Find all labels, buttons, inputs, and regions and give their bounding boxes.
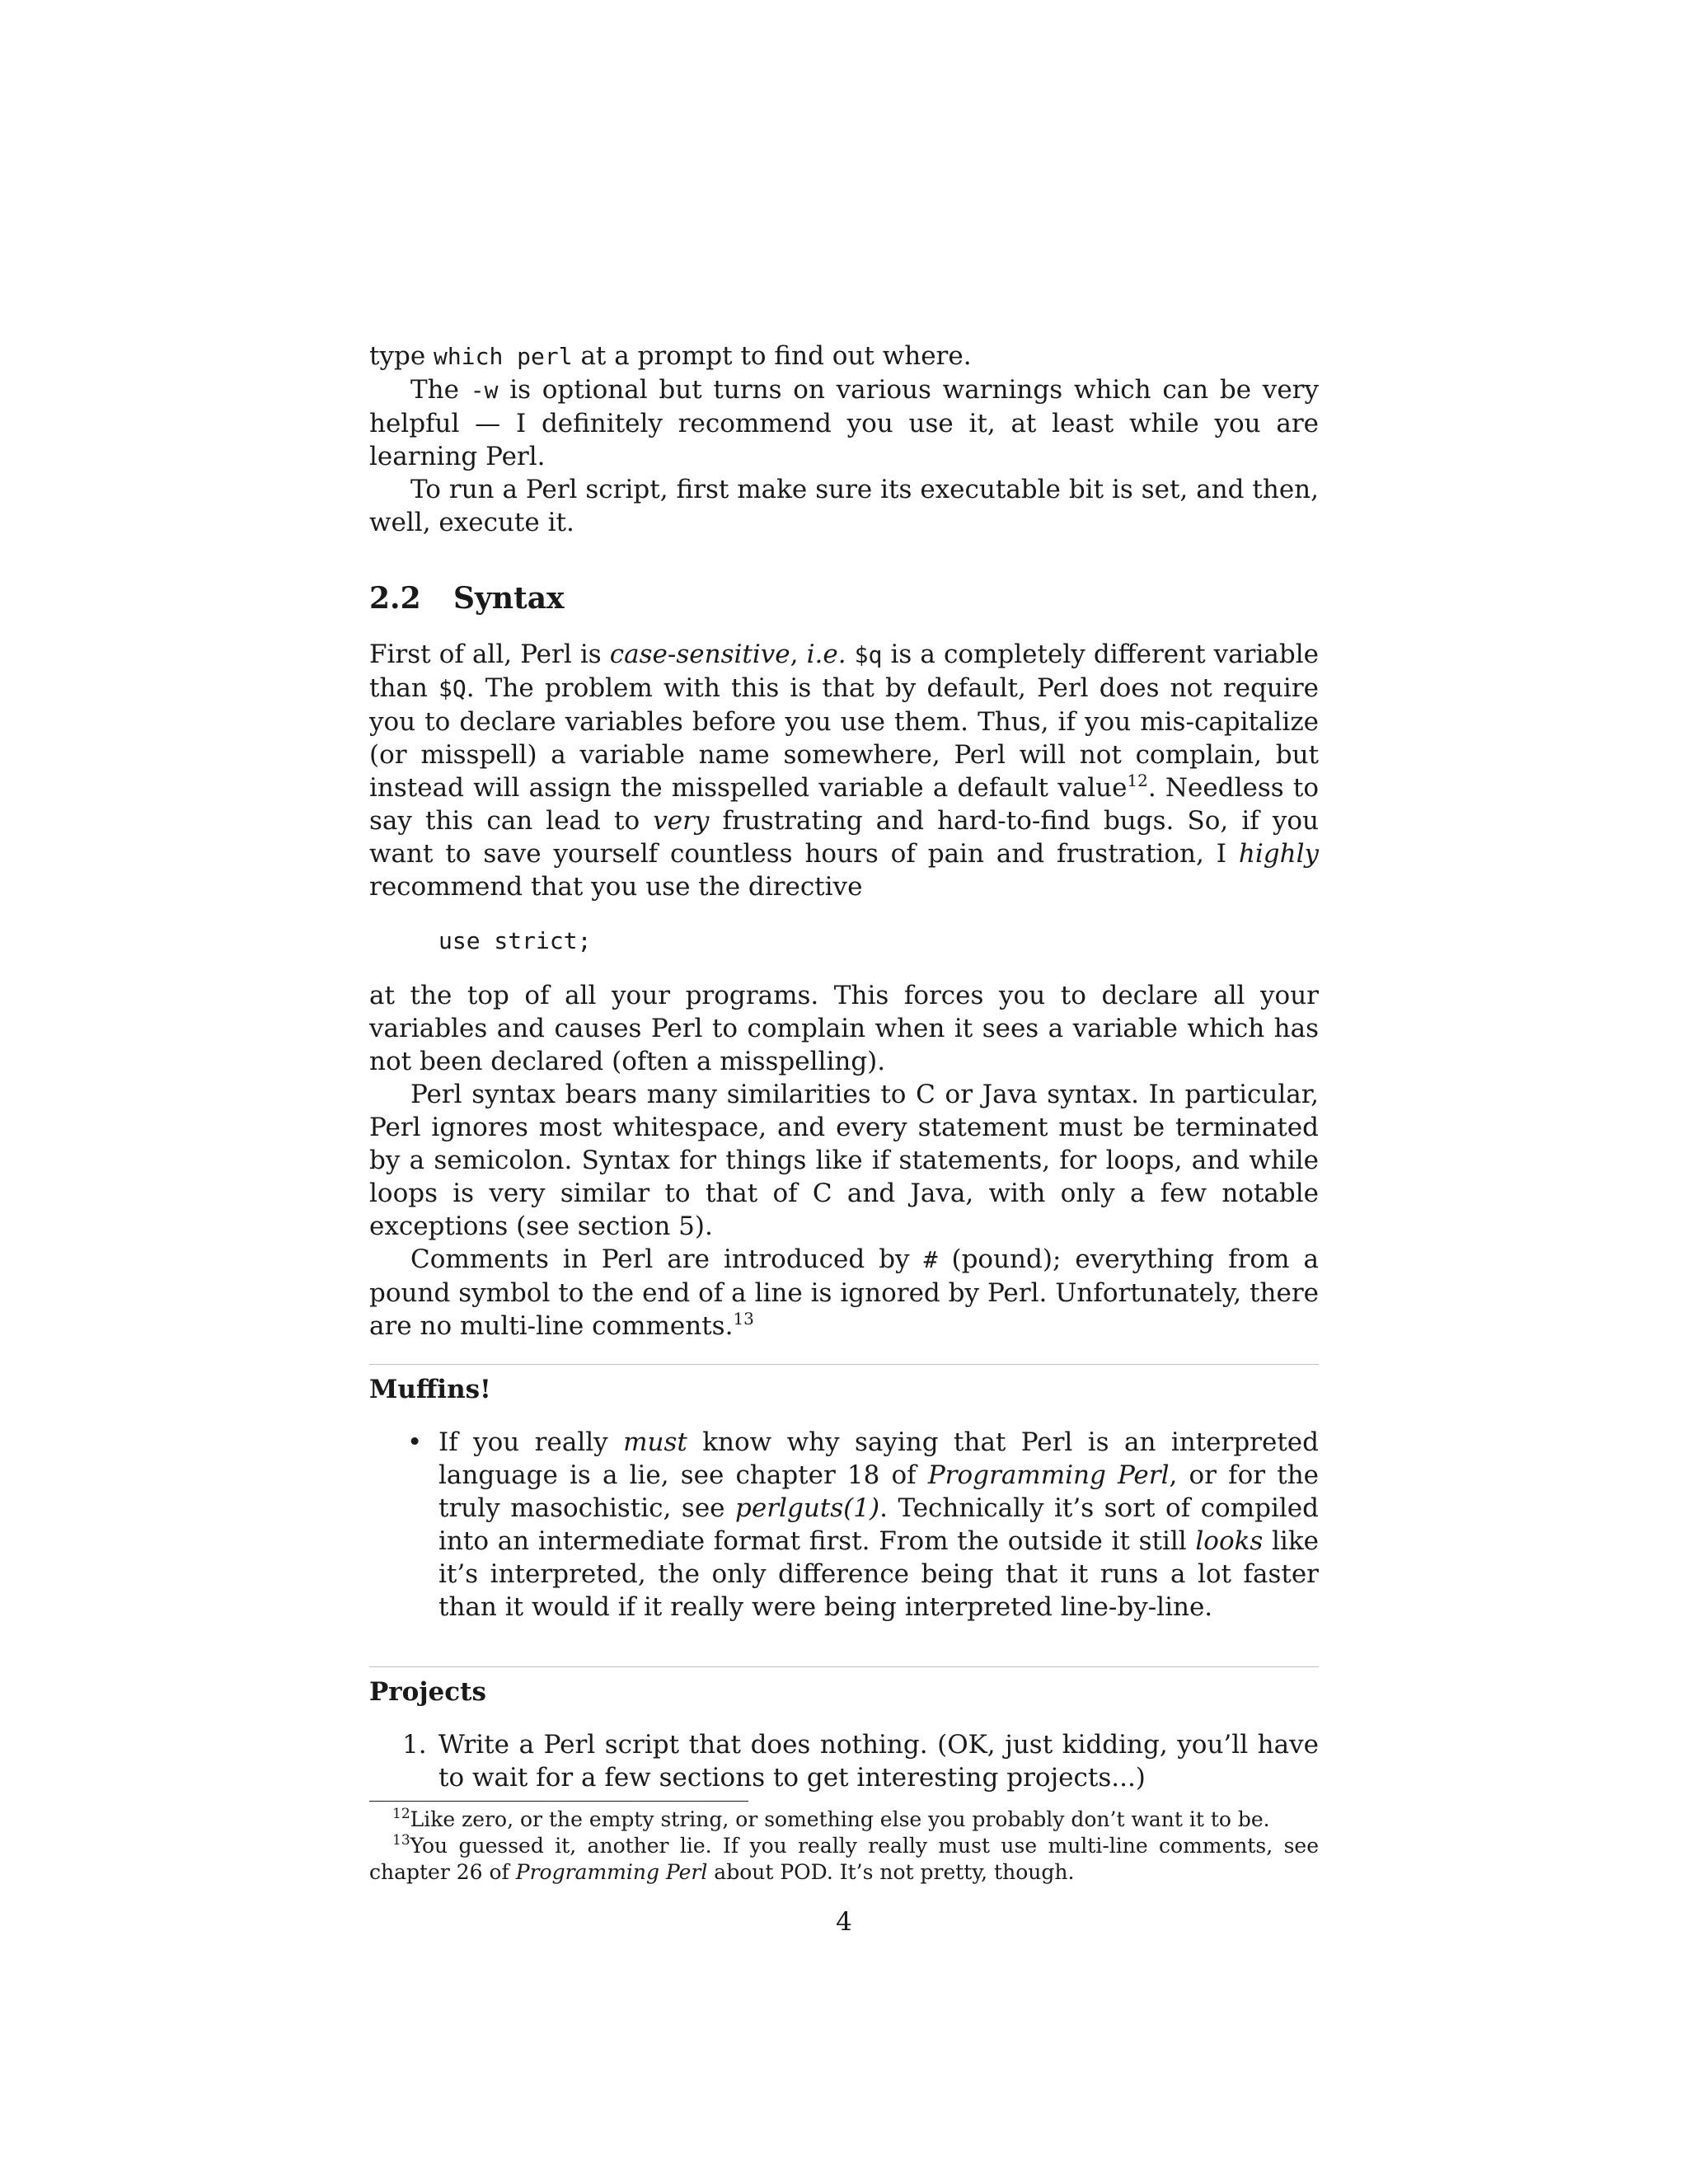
footnote-13: $^{13}$You guessed it, another lie. If you really really must use multi-line comments, see chapter 26 of Programming Perl about POD. It’s not pretty, though. — [369, 1832, 1319, 1884]
projects-title: Projects — [369, 1677, 486, 1707]
section-heading — [369, 580, 1319, 616]
inline-code: $q — [854, 641, 883, 668]
warnings-paragraph: The -w is optional but turns on various warnings which can be very helpful — I definitely recommend you use it, at least while you are learning Perl. — [369, 375, 1320, 471]
box-divider — [369, 1364, 1319, 1365]
muffins-title: Muffins! — [369, 1375, 491, 1404]
footnote-ref-12: 12 — [1127, 771, 1148, 790]
section-number: 2.2 — [369, 581, 421, 616]
code-block: use strict; — [438, 927, 592, 954]
item-number: 1. — [402, 1730, 427, 1760]
syntax-paragraph-2: at the top of all your programs. This forces you to declare all your variables and causes Perl to complain when it sees a variable which has not been declared (often a misspelling). — [369, 981, 1319, 1076]
inline-code: # — [923, 1246, 938, 1273]
footnote-ref-13: 13 — [733, 1309, 754, 1329]
syntax-paragraph-4: Comments in Perl are introduced by # (pound); everything from a pound symbol to the end of a line is ignored by Perl. Unfortunately, there are no multi-line comments.$^{13}$ — [369, 1244, 1319, 1341]
syntax-paragraph-1: First of all, Perl is case-sensitive, i.e. $q is a completely different variable than $Q. The problem with this is that by default, Perl does not require you to declare variables before you use them. Thus, if you mis-capitalize (or misspell) a variable name somewhere, Perl will not complain, but instead will assign the misspelled variable a default value$^{12}$. Needless to say this can lead to very frustrating and hard-to-find bugs. So, if you want to save yourself countless hours of pain and frustration, I highly recommend that you use the directive — [369, 640, 1319, 902]
inline-code: $Q — [438, 675, 467, 702]
bullet-icon: • — [407, 1427, 423, 1457]
inline-code: -w — [470, 377, 499, 404]
document-page — [369, 340, 1319, 1886]
list-item: 1. Write a Perl script that does nothing. (OK, just kidding, you’ll have to wait for a few sections to get interesting projects...) — [402, 1730, 1319, 1793]
list-item: • If you really must know why saying that Perl is an interpreted language is a lie, see chapter 18 of Programming Perl, or for the truly masochistic, see perlguts(1). Technically it’s sort of compiled into an intermediate format first. From the outside it still looks like it’s interpreted, the only difference being that it runs a lot faster than it would if it really were being interpreted line-by-line. — [407, 1427, 1320, 1622]
run-script-paragraph: To run a Perl script, first make sure its executable bit is set, and then, well, execute it. — [369, 475, 1319, 537]
box-divider — [369, 1666, 1319, 1667]
syntax-paragraph-3: Perl syntax bears many similarities to C or Java syntax. In particular, Perl ignores most whitespace, and every statement must be terminated by a semicolon. Syntax for things like if statements, for loops, and while loops is very similar to that of C and Java, with only a few notable exceptions (see section 5). — [369, 1080, 1319, 1241]
section-title: Syntax — [453, 581, 565, 616]
page-number: 4 — [836, 1907, 852, 1937]
muffins-list — [369, 1426, 1319, 1624]
intro-line: type which perl at a prompt to find out where. — [369, 341, 972, 371]
footnote-rule — [369, 1801, 748, 1802]
footnote-12: $^{12}$Like zero, or the empty string, or something else you probably don’t want it to be. — [392, 1806, 1270, 1831]
projects-list — [369, 1728, 1319, 1794]
inline-code: which perl — [434, 343, 573, 370]
